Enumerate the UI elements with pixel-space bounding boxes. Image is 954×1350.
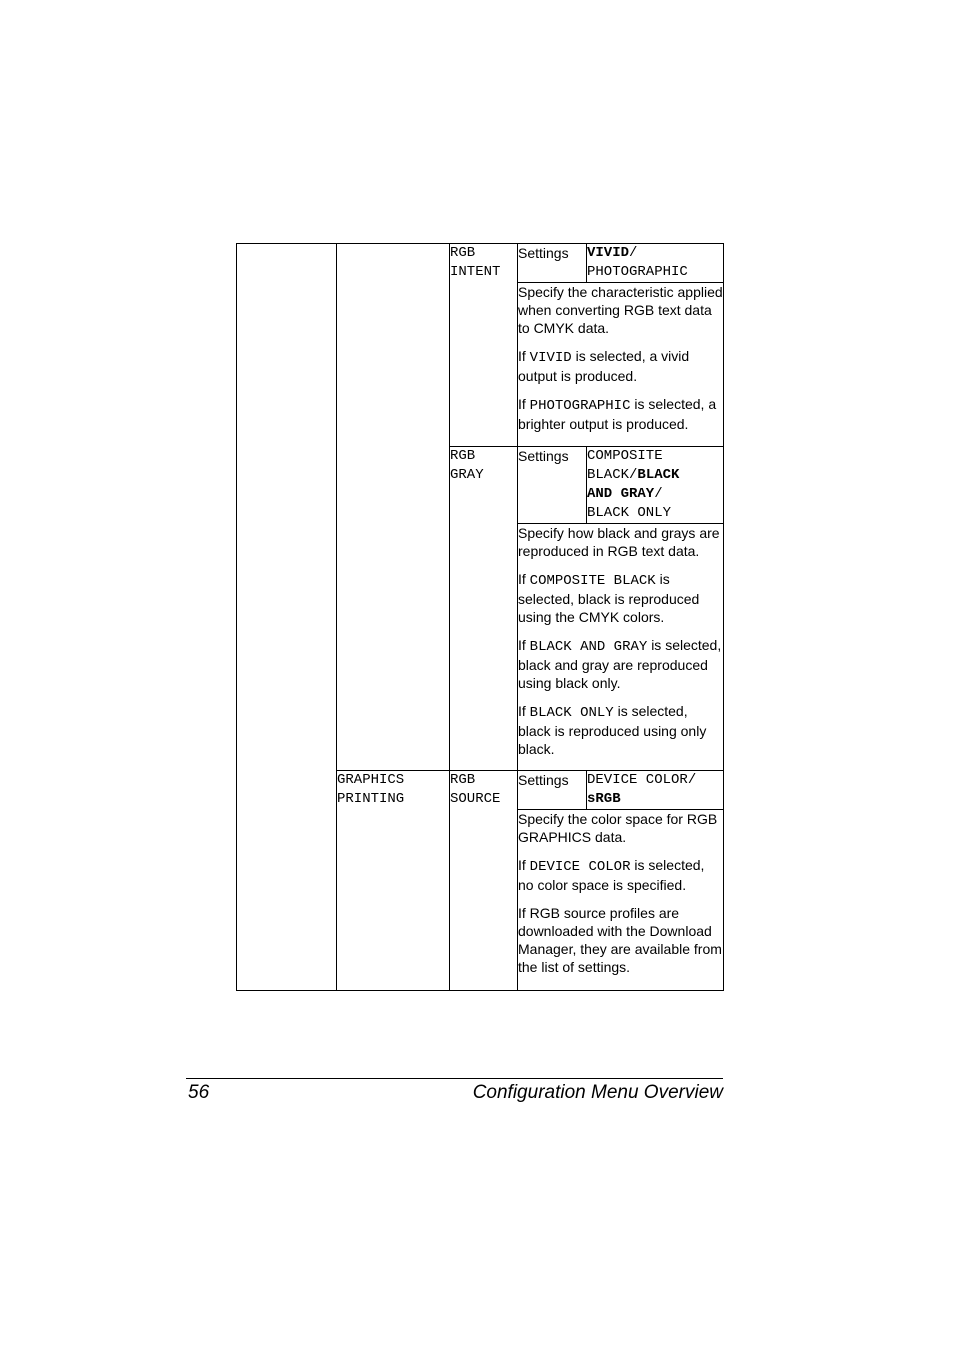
page-number: 56 — [188, 1082, 210, 1103]
menu-column-empty — [237, 244, 337, 991]
rgb-source-item: RGB SOURCE — [450, 771, 518, 991]
config-menu-table — [236, 243, 724, 991]
rgb-source-description: Specify the color space for RGB GRAPHICS data. If DEVICE COLOR is selected, no color space is specified. If RGB source profiles are downloaded with the Download Manager, they are available from the list of settings. — [518, 810, 724, 991]
footer-rule — [186, 1078, 723, 1079]
rgb-gray-description: Specify how black and grays are reproduced in RGB text data. If COMPOSITE BLACK is selected, black is reproduced using the CMYK colors. If BLACK AND GRAY is selected, black and gray are reproduced using black only. If BLACK ONLY is selected, black is reproduced using only black. — [518, 524, 724, 771]
settings-label: Settings — [518, 447, 587, 524]
rgb-gray-item: RGB GRAY — [450, 447, 518, 771]
settings-label: Settings — [518, 771, 587, 810]
rgb-intent-item: RGB INTENT — [450, 244, 518, 447]
footer-title: Configuration Menu Overview — [472, 1082, 723, 1103]
rgb-intent-values: VIVID/ PHOTOGRAPHIC — [587, 244, 724, 283]
rgb-gray-values: COMPOSITE BLACK/BLACK AND GRAY/ BLACK ONLY — [587, 447, 724, 524]
settings-label: Settings — [518, 244, 587, 283]
rgb-intent-description: Specify the characteristic applied when converting RGB text data to CMYK data. If VIVID is selected, a vivid output is produced. If PHOTOGRAPHIC is selected, a brighter output is produced. — [518, 283, 724, 447]
rgb-source-values: DEVICE COLOR/ sRGB — [587, 771, 724, 810]
submenu-column-empty — [337, 244, 450, 771]
graphics-printing-group: GRAPHICS PRINTING — [337, 771, 450, 991]
